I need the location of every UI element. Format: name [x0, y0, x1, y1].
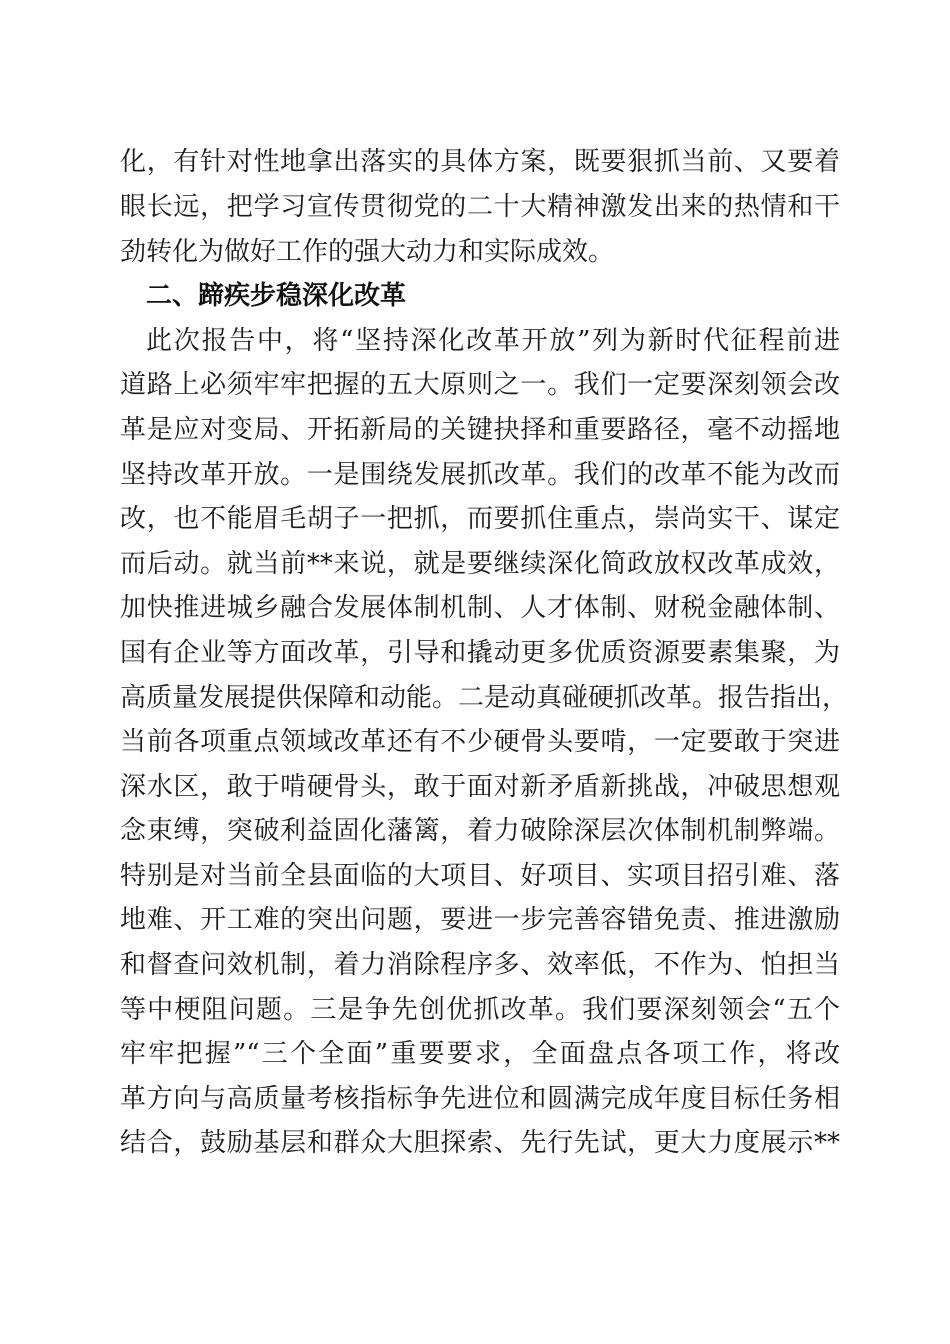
- text-line: 念束缚，突破利益固化藩篱，着力破除深层次体制机制弊端。: [120, 816, 840, 846]
- text-line: 等中梗阻问题。三是争先创优抓改革。我们要深刻领会“五个: [120, 995, 840, 1025]
- text-line: 高质量发展提供保障和动能。二是动真碰硬抓改革。报告指出，: [120, 683, 849, 713]
- text-line: 道路上必须牢牢把握的五大原则之一。我们一定要深刻领会改: [120, 370, 840, 400]
- text-line: 结合，鼓励基层和群众大胆探索、先行先试，更大力度展示**: [120, 1128, 840, 1158]
- text-line: 牢牢把握”“三个全面”重要要求，全面盘点各项工作，将改: [120, 1039, 840, 1069]
- text-line: 地难、开工难的突出问题，要进一步完善容错免责、推进激励: [120, 905, 840, 935]
- text-line: 特别是对当前全县面临的大项目、好项目、实项目招引难、落: [120, 861, 840, 891]
- text-line: 劲转化为做好工作的强大动力和实际成效。: [120, 237, 615, 267]
- text-line: 化，有针对性地拿出落实的具体方案，既要狠抓当前、又要着: [120, 147, 840, 177]
- text-line: 革方向与高质量考核指标争先进位和圆满完成年度目标任务相: [120, 1084, 840, 1114]
- text-line: 国有企业等方面改革，引导和撬动更多优质资源要素集聚，为: [120, 638, 840, 668]
- text-line: 改，也不能眉毛胡子一把抓，而要抓住重点，崇尚实干、谋定: [120, 504, 840, 534]
- text-line: 而后动。就当前**来说，就是要继续深化简政放权改革成效，: [120, 549, 840, 579]
- text-line: 和督查问效机制，着力消除程序多、效率低，不作为、怕担当: [120, 950, 840, 980]
- text-line: 加快推进城乡融合发展体制机制、人才体制、财税金融体制、: [120, 593, 840, 623]
- text-line: 深水区，敢于啃硬骨头，敢于面对新矛盾新挑战，冲破思想观: [120, 772, 840, 802]
- text-line: 革是应对变局、开拓新局的关键抉择和重要路径，毫不动摇地: [120, 415, 840, 445]
- text-line: 坚持改革开放。一是围绕发展抓改革。我们的改革不能为改而: [120, 460, 840, 490]
- text-line: 此次报告中，将“坚持深化改革开放”列为新时代征程前进: [146, 326, 840, 356]
- text-line: 当前各项重点领域改革还有不少硬骨头要啃，一定要敢于突进: [120, 727, 840, 757]
- section-heading: 二、蹄疾步稳深化改革: [146, 281, 407, 311]
- text-line: 眼长远，把学习宣传贯彻党的二十大精神激发出来的热情和干: [120, 192, 840, 222]
